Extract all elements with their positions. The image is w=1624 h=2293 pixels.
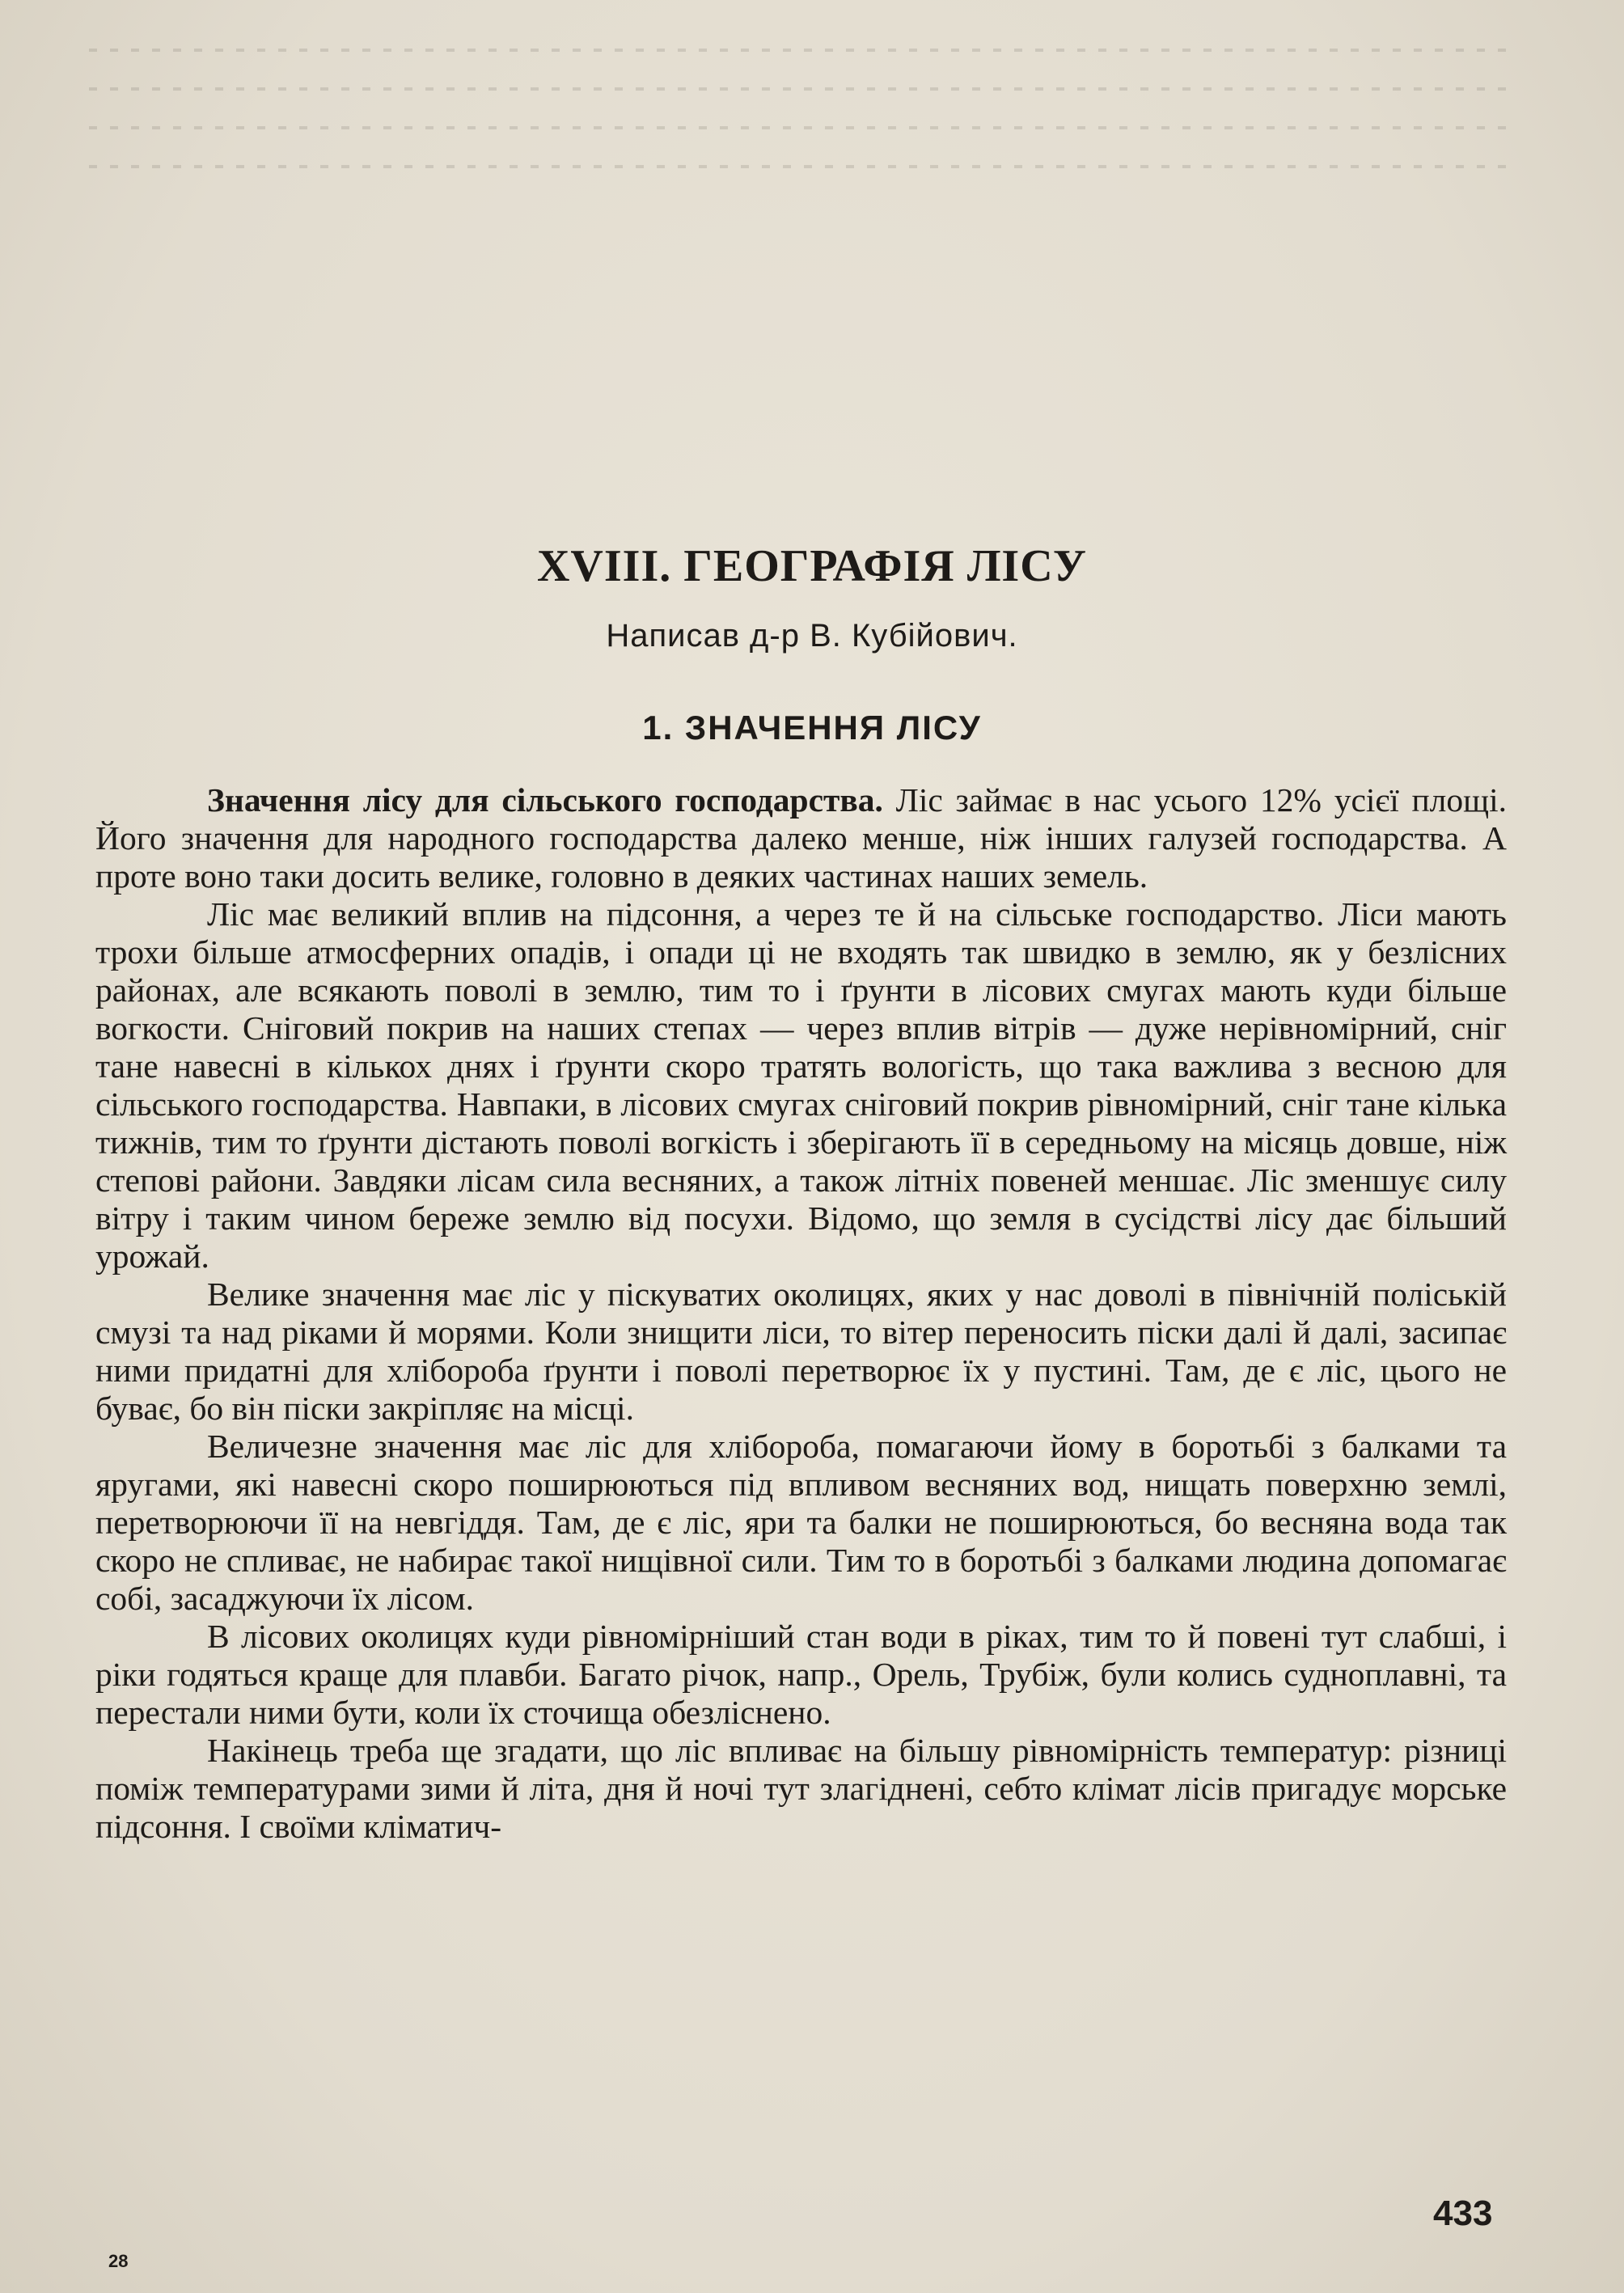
- paragraph: Ліс має великий вплив на підсоння, а через те й на сільське господарство. Ліси мають трохи більше атмосферних опадів, і опади ці не входять так швидко в землю, як у безлісних районах, але всякають поволі в землю, тим то і ґрунти в лісових смугах мають куди більше вогкости. Сніговий покрив на наших степах — через вплив вітрів — дуже нерівномірний, сніг тане навесні в кількох днях і ґрунти скоро тратять вологість, що така важлива з весною для сільського господарства. Навпаки, в лісових смугах сніговий покрив рівномірний, сніг тане кілька тижнів, тим то ґрунти дістають поволі вогкість і зберігають її в середньому на місяць довше, ніж степові райони. Завдяки лісам сила весняних, а також літніх повеней меншає. Ліс зменшує силу вітру і таким чином береже землю від посухи. Відомо, що земля в сусідстві лісу дає більший урожай.: [95, 895, 1507, 1275]
- section-title: 1. ЗНАЧЕННЯ ЛІСУ: [642, 709, 982, 747]
- bleed-through-noise: [89, 49, 1512, 210]
- signature-mark: 28: [108, 2251, 129, 2271]
- paragraph-text: Ліс займає в нас усього 12% усієї площі. Його значення для народного господарства далеко менше, ніж інших галузей господарства. А проте воно таки досить велике, головно в деяких частинах наших земель.: [95, 781, 1507, 895]
- page-number: 433: [1433, 2194, 1493, 2233]
- paragraph: Велике значення має ліс у піскуватих околицях, яких у нас доволі в північній поліській смузі та над ріками й морями. Коли знищити ліси, то вітер переносить піски далі й далі, засипає ними придатні для хлібороба ґрунти і поволі перетворює їх у пустині. Там, де є ліс, цього не буває, бо він піски закріпляє на місці.: [95, 1276, 1507, 1427]
- paragraph: В лісових околицях куди рівномірніший стан води в ріках, тим то й повені тут слабші, і ріки годяться краще для плавби. Багато річок, напр., Орель, Трубіж, були колись судноплавні, та перестали ними бути, коли їх сточища обезліснено.: [95, 1618, 1507, 1731]
- paragraph: Накінець треба ще згадати, що ліс впливає на більшу рівномірність температур: різниці поміж температурами зими й літа, дня й ночі тут злагіднені, себто клімат лісів пригадує морське підсоння. І своїми кліматич-: [95, 1732, 1507, 1845]
- paragraph-lead: Значення лісу для сільського господарства.: [207, 781, 883, 819]
- body-text: [95, 781, 1507, 1846]
- chapter-title: XVIII. ГЕОГРАФІЯ ЛІСУ: [536, 541, 1088, 591]
- author-line: Написав д-р В. Кубійович.: [606, 618, 1018, 654]
- paragraph: Величезне значення має ліс для хлібороба, помагаючи йому в боротьбі з балками та яругами, які навесні скоро поширюються під впливом весняних вод, нищать поверхню землі, перетворюючи її на невгіддя. Там, де є ліс, яри та балки не поширюються, бо весняна вода так скоро не спливає, не набирає такої нищівної сили. Тим то в боротьбі з балками людина допомагає собі, засаджуючи їх лісом.: [95, 1428, 1507, 1617]
- paragraph: [95, 781, 1507, 895]
